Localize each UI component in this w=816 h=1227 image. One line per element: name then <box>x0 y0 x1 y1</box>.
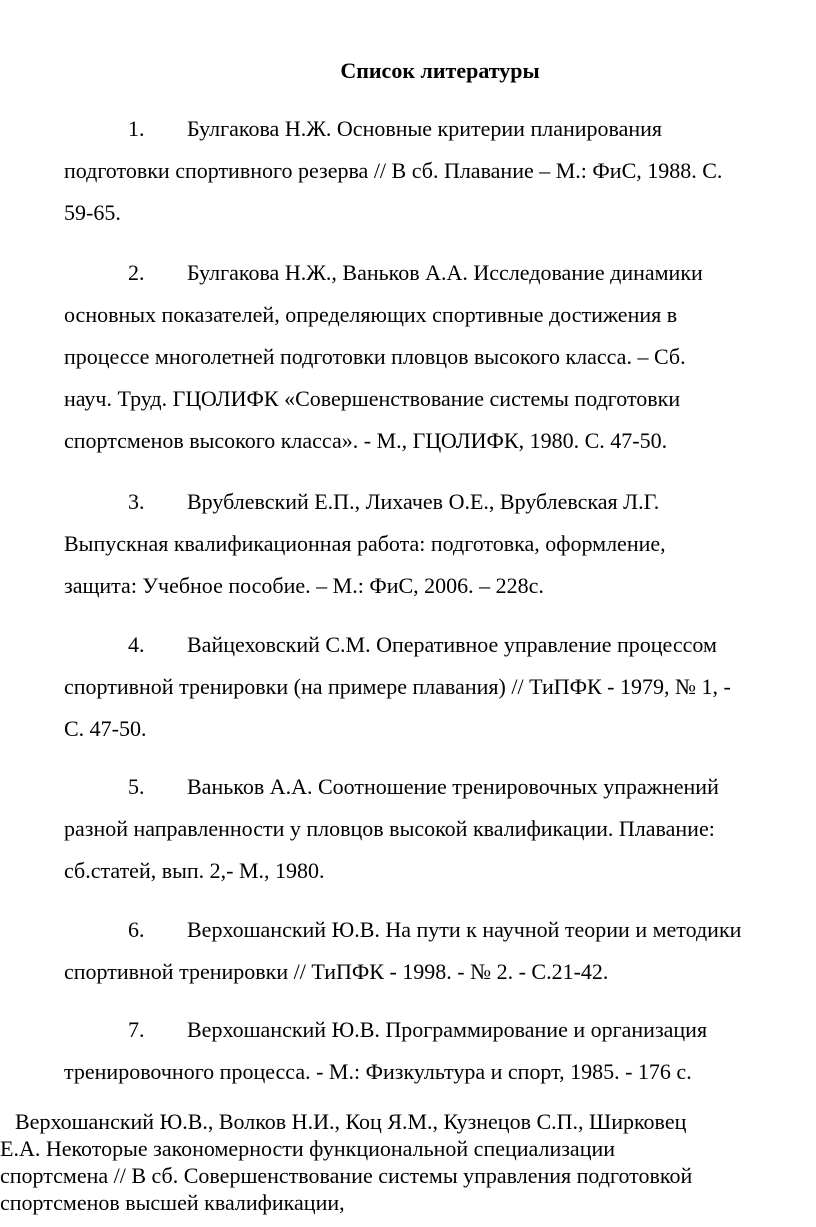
reference-item-3 <box>64 481 816 607</box>
reference-text: Выпускная квалификационная работа: подготовка, оформление, <box>64 531 666 556</box>
trailing-text: Е.А. Некоторые закономерности функциональной специализации <box>0 1136 616 1161</box>
reference-text: спортсменов высокого класса». - М., ГЦОЛИФК, 1980. С. 47-50. <box>64 428 668 453</box>
reference-item-6 <box>64 909 816 993</box>
trailing-text: Верхошанский Ю.В., Волков Н.И., Коц Я.М., Кузнецов С.П., Ширковец <box>15 1109 687 1134</box>
reference-text: Верхошанский Ю.В. На пути к научной теории и методики <box>187 917 742 942</box>
reference-first-line <box>64 909 816 951</box>
reference-item-7 <box>64 1009 816 1093</box>
reference-text: Булгакова Н.Ж. Основные критерии планирования <box>187 116 663 141</box>
reference-number: 5. <box>128 774 145 799</box>
reference-first-line <box>64 108 816 150</box>
reference-text: Булгакова Н.Ж., Ваньков А.А. Исследование динамики <box>187 260 703 285</box>
reference-first-line <box>64 624 816 666</box>
page-title: Список литературы <box>340 58 540 83</box>
reference-number: 2. <box>128 260 145 285</box>
reference-text: Вайцеховский С.М. Оперативное управление процессом <box>187 632 717 657</box>
reference-item-2 <box>64 252 816 462</box>
reference-text: Врублевский Е.П., Лихачев О.Е., Врублевская Л.Г. <box>187 489 660 514</box>
trailing-text: спортсменов высшей квалификации, <box>0 1190 345 1215</box>
reference-text: 59-65. <box>64 200 121 225</box>
reference-first-line <box>64 766 816 808</box>
reference-text: защита: Учебное пособие. – М.: ФиС, 2006. – 228с. <box>64 573 544 598</box>
reference-item-1 <box>64 108 816 234</box>
reference-number: 3. <box>128 489 145 514</box>
reference-text: С. 47-50. <box>64 716 147 741</box>
reference-item-5 <box>64 766 816 892</box>
reference-number: 1. <box>128 116 145 141</box>
reference-text: разной направленности у пловцов высокой квалификации. Плавание: <box>64 816 715 841</box>
reference-text: основных показателей, определяющих спортивные достижения в <box>64 302 678 327</box>
reference-text: спортивной тренировки (на примере плавания) // ТиПФК - 1979, № 1, - <box>64 674 731 699</box>
reference-text: науч. Труд. ГЦОЛИФК «Совершенствование системы подготовки <box>64 386 681 411</box>
reference-text: подготовки спортивного резерва // В сб. Плавание – М.: ФиС, 1988. С. <box>64 158 723 183</box>
reference-text: процессе многолетней подготовки пловцов высокого класса. – Сб. <box>64 344 686 369</box>
reference-text: Ваньков А.А. Соотношение тренировочных упражнений <box>187 774 719 799</box>
reference-first-line <box>64 1009 816 1051</box>
trailing-paragraph <box>0 1108 816 1216</box>
reference-first-line <box>64 252 816 294</box>
reference-first-line <box>64 481 816 523</box>
reference-number: 6. <box>128 917 145 942</box>
reference-item-4 <box>64 624 816 750</box>
reference-text: спортивной тренировки // ТиПФК - 1998. - № 2. - С.21-42. <box>64 959 609 984</box>
reference-text: сб.статей, вып. 2,- М., 1980. <box>64 858 325 883</box>
reference-number: 7. <box>128 1017 145 1042</box>
trailing-text: спортсмена // В сб. Совершенствование системы управления подготовкой <box>0 1163 693 1188</box>
reference-number: 4. <box>128 632 145 657</box>
reference-text: Верхошанский Ю.В. Программирование и организация <box>187 1017 708 1042</box>
reference-text: тренировочного процесса. - М.: Физкультура и спорт, 1985. - 176 с. <box>64 1059 692 1084</box>
